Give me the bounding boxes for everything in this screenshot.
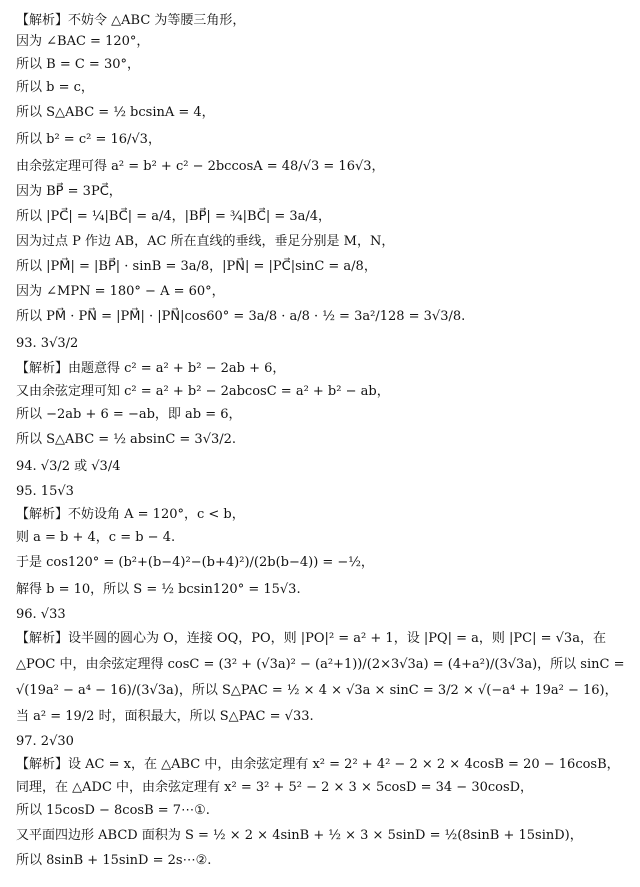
text-line: 因为 BP⃗ = 3PC⃗， [16,184,122,199]
text-line: 所以 S△ABC = ½ bcsinA = 4， [16,105,215,120]
text-line: 所以 15cosD − 8cosB = 7⋯①. [16,803,210,818]
text-line: 所以 b = c， [16,80,94,95]
text-line: 同理，在 △ADC 中，由余弦定理有 x² = 3² + 5² − 2 × 3 × 5cosD = 34 − 30cosD， [16,780,534,795]
text-line: 【解析】不妨设角 A = 120°，c < b， [16,507,245,522]
text-line: 解得 b = 10，所以 S = ½ bcsin120° = 15√3. [16,582,301,597]
text-line: 所以 −2ab + 6 = −ab，即 ab = 6， [16,407,242,422]
text-line: 则 a = b + 4，c = b − 4. [16,530,176,545]
solution-paragraph: 【解析】设半圆的圆心为 O，连接 OQ，PO，则 |PO|² = a² + 1，设 |PQ| = a，则 |PC| = √3a，在 △POC 中，由余弦定理得 cosC = (3² + (√3a)² − (a²+1))/(2×3√3a) = (4+a²)/(3√3a)，所以 sinC = √(19a² − a⁴ − 16)/(3√3a)，所以 S△PAC = ½ × 4 × √3a × sinC = 3/2 × √(−a⁴ + 19a² − 16)，当 a² = 19/2 时，面积最大，所以 S△PAC = √33. [16,631,625,724]
text-line: 【解析】设 AC = x，在 △ABC 中，由余弦定理有 x² = 2² + 4² − 2 × 2 × 4cosB = 20 − 16cosB， [16,757,620,772]
text-line: 因为过点 P 作边 AB，AC 所在直线的垂线，垂足分别是 M，N， [16,234,395,249]
answer-95: 95. 15√3 [16,484,74,499]
text-line: 所以 S△ABC = ½ absinC = 3√3/2. [16,432,237,447]
text-line: 所以 |PM⃗| = |BP⃗| · sinB = 3a/8，|PN⃗| = |PC⃗|sinC = a/8， [16,259,377,274]
text-line: 所以 8sinB + 15sinD = 2s⋯②. [16,853,212,868]
text-line: 所以 b² = c² = 16/√3， [16,132,161,147]
answer-97: 97. 2√30 [16,734,74,749]
text-line: 【解析】由题意得 c² = a² + b² − 2ab + 6， [16,361,286,376]
text-line: 【解析】不妨令 △ABC 为等腰三角形， [16,13,246,28]
text-line: 所以 PM⃗ · PN⃗ = |PM⃗| · |PN⃗|cos60° = 3a/8 · a/8 · ½ = 3a²/128 = 3√3/8. [16,309,466,324]
text-line: 所以 |PC⃗| = ¼|BC⃗| = a/4，|BP⃗| = ¾|BC⃗| = 3a/4， [16,209,332,224]
text-line: 所以 B = C = 30°， [16,57,140,72]
text-line: 由余弦定理可得 a² = b² + c² − 2bccosA = 48/√3 = 16√3， [16,159,385,174]
text-line: 因为 ∠BAC = 120°， [16,34,150,49]
answer-96: 96. √33 [16,607,66,622]
answer-93: 93. 3√3/2 [16,336,79,351]
text-line: 又平面四边形 ABCD 面积为 S = ½ × 2 × 4sinB + ½ × 3 × 5sinD = ½(8sinB + 15sinD)， [16,828,583,843]
answer-94: 94. √3/2 或 √3/4 [16,459,121,474]
text-line: 于是 cos120° = (b²+(b−4)²−(b+4)²)/(2b(b−4)) = −½， [16,555,374,570]
text-line: 又由余弦定理可知 c² = a² + b² − 2abcosC = a² + b² − ab， [16,384,390,399]
text-line: 因为 ∠MPN = 180° − A = 60°， [16,284,225,299]
